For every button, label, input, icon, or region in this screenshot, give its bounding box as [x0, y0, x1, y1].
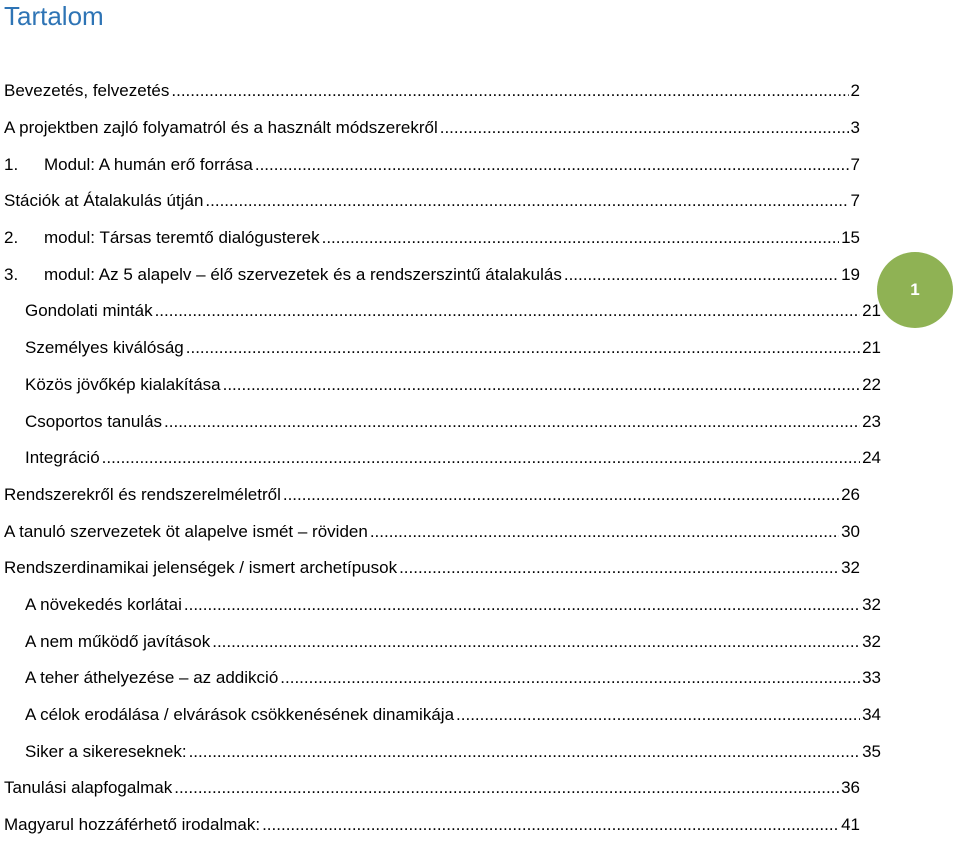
toc-dot-leader: [184, 595, 860, 615]
toc-dot-leader: [102, 448, 860, 468]
toc-dot-leader: [280, 668, 860, 688]
toc-entry-line: [0, 301, 881, 321]
toc-entry-line: [0, 742, 881, 762]
toc-entry-label: A növekedés korlátai: [25, 594, 182, 614]
toc-entry-line: [0, 668, 881, 688]
toc-dot-leader: [205, 191, 848, 211]
toc-dot-leader: [399, 558, 839, 578]
toc-entry-page-number: 15: [841, 228, 860, 248]
toc-entry-label: A nem működő javítások: [25, 631, 211, 651]
toc-entry-number: 2.: [4, 228, 19, 248]
toc-entry-line: [0, 412, 881, 432]
toc-entry-line: [0, 155, 860, 175]
toc-dot-leader: [322, 228, 839, 248]
toc-dot-leader: [189, 742, 861, 762]
toc-entry-page-number: 2: [850, 81, 860, 101]
toc-entry-label: Gondolati minták: [25, 301, 153, 321]
toc-entry[interactable]: [0, 697, 881, 734]
toc-entry-page-number: 7: [850, 154, 860, 174]
toc-entry-page-number: 36: [841, 778, 860, 798]
toc-dot-leader: [174, 778, 839, 798]
toc-entry-label: A teher áthelyezése – az addikció: [25, 668, 279, 688]
toc-entry-label: Csoportos tanulás: [25, 411, 163, 431]
toc-entry[interactable]: [0, 513, 860, 550]
toc-entry-page-number: 19: [841, 264, 860, 284]
toc-entry-number: 1.: [4, 154, 19, 174]
toc-entry[interactable]: [0, 146, 860, 183]
toc-entry-label: modul: Társas teremtő dialógusterek: [44, 228, 320, 248]
toc-entry-page-number: 21: [862, 301, 881, 321]
toc-entry[interactable]: [0, 550, 860, 587]
toc-entry[interactable]: [0, 367, 881, 404]
toc-entry-number: 3.: [4, 264, 19, 284]
toc-entry-label: Magyarul hozzáférhető irodalmak:: [4, 815, 261, 835]
toc-dot-leader: [262, 815, 839, 835]
toc-entry-line: [0, 375, 881, 395]
toc-entry[interactable]: [0, 477, 860, 514]
toc-entry-page-number: 24: [862, 448, 881, 468]
toc-entry-page-number: 30: [841, 521, 860, 541]
toc-entry[interactable]: [0, 110, 860, 147]
toc-entry-page-number: 21: [862, 338, 881, 358]
toc-dot-leader: [223, 375, 860, 395]
toc-entry-line: [0, 558, 860, 578]
toc-entry-line: [0, 265, 860, 285]
table-of-contents: [0, 73, 881, 843]
toc-dot-leader: [440, 118, 849, 138]
toc-entry[interactable]: [0, 220, 860, 257]
toc-entry[interactable]: [0, 807, 860, 843]
toc-entry-page-number: 41: [841, 815, 860, 835]
toc-entry[interactable]: [0, 440, 881, 477]
toc-dot-leader: [164, 412, 860, 432]
toc-entry-line: [0, 595, 881, 615]
toc-entry-label: Közös jövőkép kialakítása: [25, 374, 221, 394]
toc-entry[interactable]: [0, 733, 881, 770]
toc-entry-line: [0, 228, 860, 248]
toc-dot-leader: [456, 705, 860, 725]
toc-entry[interactable]: [0, 660, 881, 697]
toc-entry[interactable]: [0, 403, 881, 440]
toc-entry-line: [0, 705, 881, 725]
toc-entry-page-number: 34: [862, 705, 881, 725]
toc-entry-page-number: 32: [862, 631, 881, 651]
toc-entry-label: Bevezetés, felvezetés: [4, 81, 170, 101]
toc-entry-label: Személyes kiválóság: [25, 338, 184, 358]
toc-entry-label: Stációk at Átalakulás útján: [4, 191, 204, 211]
toc-entry-page-number: 35: [862, 741, 881, 761]
toc-entry-label: Rendszerdinamikai jelenségek / ismert archetípusok: [4, 558, 398, 578]
toc-entry-line: [0, 632, 881, 652]
page-number-badge: 1: [877, 252, 953, 328]
toc-entry[interactable]: [0, 330, 881, 367]
toc-dot-leader: [283, 485, 839, 505]
toc-entry-page-number: 26: [841, 484, 860, 504]
toc-dot-leader: [155, 301, 861, 321]
toc-entry[interactable]: [0, 73, 860, 110]
toc-entry-label: A célok erodálása / elvárások csökkenésének dinamikája: [25, 705, 455, 725]
toc-entry-label: A tanuló szervezetek öt alapelve ismét – röviden: [4, 521, 368, 541]
toc-dot-leader: [186, 338, 860, 358]
toc-entry-line: [0, 778, 860, 798]
toc-entry[interactable]: [0, 770, 860, 807]
toc-entry-label: A projektben zajló folyamatról és a használt módszerekről: [4, 118, 438, 138]
toc-entry-label: Tanulási alapfogalmak: [4, 778, 173, 798]
toc-entry-line: [0, 448, 881, 468]
toc-dot-leader: [212, 632, 860, 652]
toc-entry-label: Integráció: [25, 448, 100, 468]
toc-entry-page-number: 7: [850, 191, 860, 211]
toc-entry-page-number: 3: [850, 118, 860, 138]
toc-entry-line: [0, 815, 860, 835]
toc-entry[interactable]: [0, 587, 881, 624]
toc-entry-page-number: 23: [862, 411, 881, 431]
toc-entry-label: Modul: A humán erő forrása: [44, 154, 253, 174]
toc-entry-label: modul: Az 5 alapelv – élő szervezetek és a rendszerszintű átalakulás: [44, 264, 562, 284]
toc-dot-leader: [171, 81, 848, 101]
toc-entry-line: [0, 81, 860, 101]
toc-entry[interactable]: [0, 256, 860, 293]
toc-entry-line: [0, 338, 881, 358]
toc-dot-leader: [370, 522, 839, 542]
toc-entry-line: [0, 191, 860, 211]
toc-entry-line: [0, 522, 860, 542]
toc-entry-label: Rendszerekről és rendszerelméletről: [4, 484, 281, 504]
toc-entry[interactable]: [0, 623, 881, 660]
toc-entry-page-number: 33: [862, 668, 881, 688]
toc-entry-label: Siker a sikereseknek:: [25, 741, 187, 761]
page-title: Tartalom: [4, 1, 104, 31]
toc-entry-page-number: 22: [862, 374, 881, 394]
toc-entry-page-number: 32: [862, 594, 881, 614]
toc-entry-line: [0, 485, 860, 505]
toc-entry-page-number: 32: [841, 558, 860, 578]
toc-entry-line: [0, 118, 860, 138]
toc-entry[interactable]: [0, 183, 860, 220]
toc-dot-leader: [255, 155, 849, 175]
toc-entry[interactable]: [0, 293, 881, 330]
toc-dot-leader: [564, 265, 839, 285]
